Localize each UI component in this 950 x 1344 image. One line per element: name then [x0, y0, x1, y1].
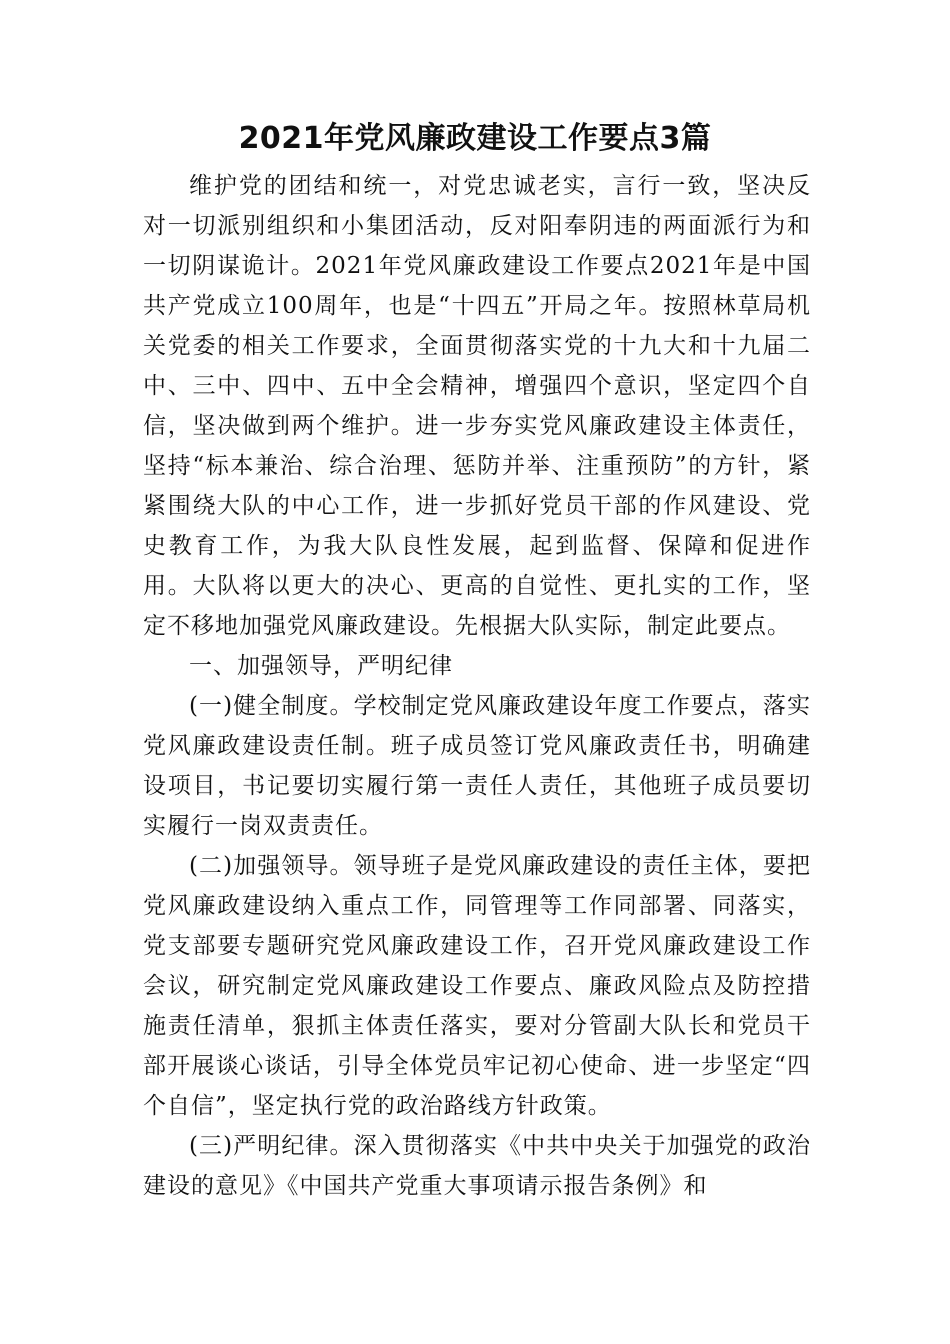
section-heading: 一、加强领导，严明纪律 [189, 653, 453, 679]
paragraph-item-3: (三)严明纪律。深入贯彻落实《中共中央关于加强党的政治建设的意见》《中国共产党重大事项请示报告条例》和 [143, 1133, 811, 1199]
paragraph-item-1: (一)健全制度。学校制定党风廉政建设年度工作要点，落实党风廉政建设责任制。班子成员签订党风廉政责任书，明确建设项目，书记要切实履行第一责任人责任，其他班子成员要切实履行一岗双责责任。 [143, 693, 811, 839]
intro-paragraph: 维护党的团结和统一，对党忠诚老实，言行一致，坚决反对一切派别组织和小集团活动，反对阳奉阴违的两面派行为和一切阴谋诡计。2021年党风廉政建设工作要点2021年是中国共产党成立100周年，也是“十四五”开局之年。按照林草局机关党委的相关工作要求，全面贯彻落实党的十九大和十九届二中、三中、四中、五中全会精神，增强四个意识，坚定四个自信，坚决做到两个维护。进一步夯实党风廉政建设主体责任，坚持“标本兼治、综合治理、惩防并举、注重预防”的方针，紧紧围绕大队的中心工作，进一步抓好党员干部的作风建设、党史教育工作，为我大队良性发展，起到监督、保障和促进作用。大队将以更大的决心、更高的自觉性、更扎实的工作，坚定不移地加强党风廉政建设。先根据大队实际，制定此要点。 [143, 173, 811, 639]
paragraph-item-2: (二)加强领导。领导班子是党风廉政建设的责任主体，要把党风廉政建设纳入重点工作，同管理等工作同部署、同落实，党支部要专题研究党风廉政建设工作，召开党风廉政建设工作会议，研究制定党风廉政建设工作要点、廉政风险点及防控措施责任清单，狠抓主体责任落实，要对分管副大队长和党员干部开展谈心谈话，引导全体党员牢记初心使命、进一步坚定“四个自信”，坚定执行党的政治路线方针政策。 [143, 853, 811, 1119]
document-title: 2021年党风廉政建设工作要点3篇 [238, 121, 712, 156]
document-body [143, 166, 811, 1206]
